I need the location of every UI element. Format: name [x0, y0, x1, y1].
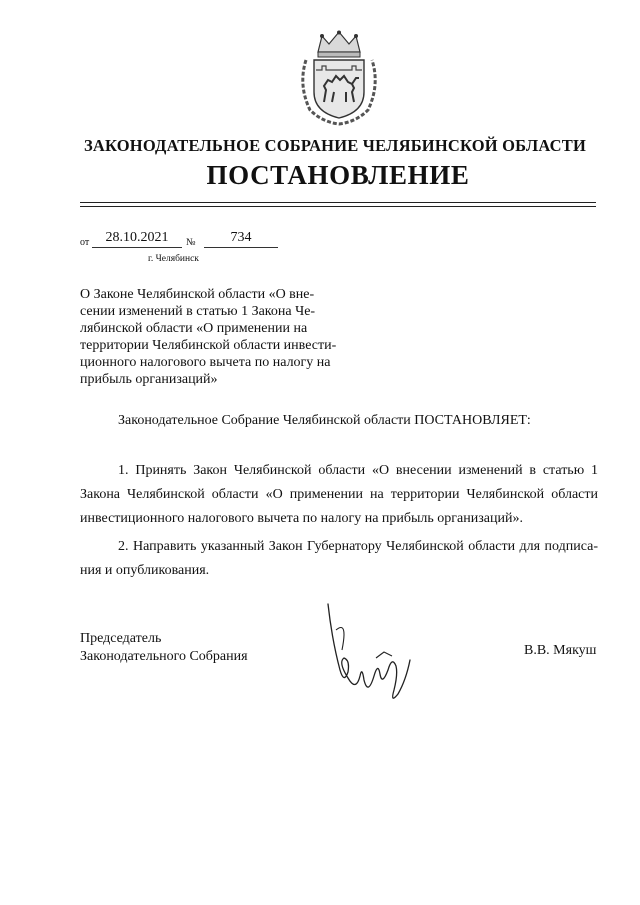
- document-type-title: ПОСТАНОВЛЕНИЕ: [206, 160, 470, 190]
- subject-line: прибыль организаций»: [80, 372, 218, 387]
- subject-line: ционного налогового вычета по налогу на: [80, 355, 331, 370]
- document-number: 734: [230, 230, 252, 245]
- paragraph-line: 1. Принять Закон Челябинской области «О внесении изменений в статью 1: [118, 463, 598, 478]
- paragraph-line: инвестиционного налогового вычета по налогу на прибыль организаций».: [80, 511, 523, 526]
- coat-of-arms-icon: [296, 30, 382, 126]
- registration-line: [80, 228, 340, 250]
- date-underline: [92, 247, 182, 248]
- paragraph-1: [80, 459, 598, 531]
- signatory-name: В.В. Мякуш: [524, 643, 597, 658]
- paragraph-line: ния и опубликования.: [80, 563, 210, 578]
- paragraph-line: Закона Челябинской области «О применении на территории Челябинской области: [80, 487, 598, 502]
- header-divider-top: [80, 202, 596, 203]
- subject-line: сении изменений в статью 1 Закона Че-: [80, 304, 316, 319]
- position-line: Председатель: [80, 631, 162, 646]
- subject-line: территории Челябинской области инвести-: [80, 338, 337, 353]
- document-subject: [80, 286, 340, 388]
- signatory-position: [80, 630, 248, 666]
- city-label: г. Челябинск: [148, 254, 199, 264]
- position-line: Законодательного Собрания: [80, 649, 248, 664]
- preamble-text: Законодательное Собрание Челябинской области ПОСТАНОВЛЯЕТ:: [118, 413, 531, 428]
- subject-line: лябинской области «О применении на: [80, 321, 308, 336]
- handwritten-signature-icon: [318, 600, 418, 710]
- number-underline: [204, 247, 278, 248]
- date-label: от: [80, 237, 90, 248]
- paragraph-2: [80, 535, 598, 583]
- organization-name: ЗАКОНОДАТЕЛЬНОЕ СОБРАНИЕ ЧЕЛЯБИНСКОЙ ОБЛАСТИ: [83, 136, 587, 155]
- document-date: 28.10.2021: [105, 230, 169, 245]
- subject-line: О Законе Челябинской области «О вне-: [80, 287, 315, 302]
- paragraph-line: 2. Направить указанный Закон Губернатору Челябинской области для подписа-: [118, 539, 598, 554]
- header-divider-bottom: [80, 206, 596, 207]
- number-label: №: [186, 237, 196, 248]
